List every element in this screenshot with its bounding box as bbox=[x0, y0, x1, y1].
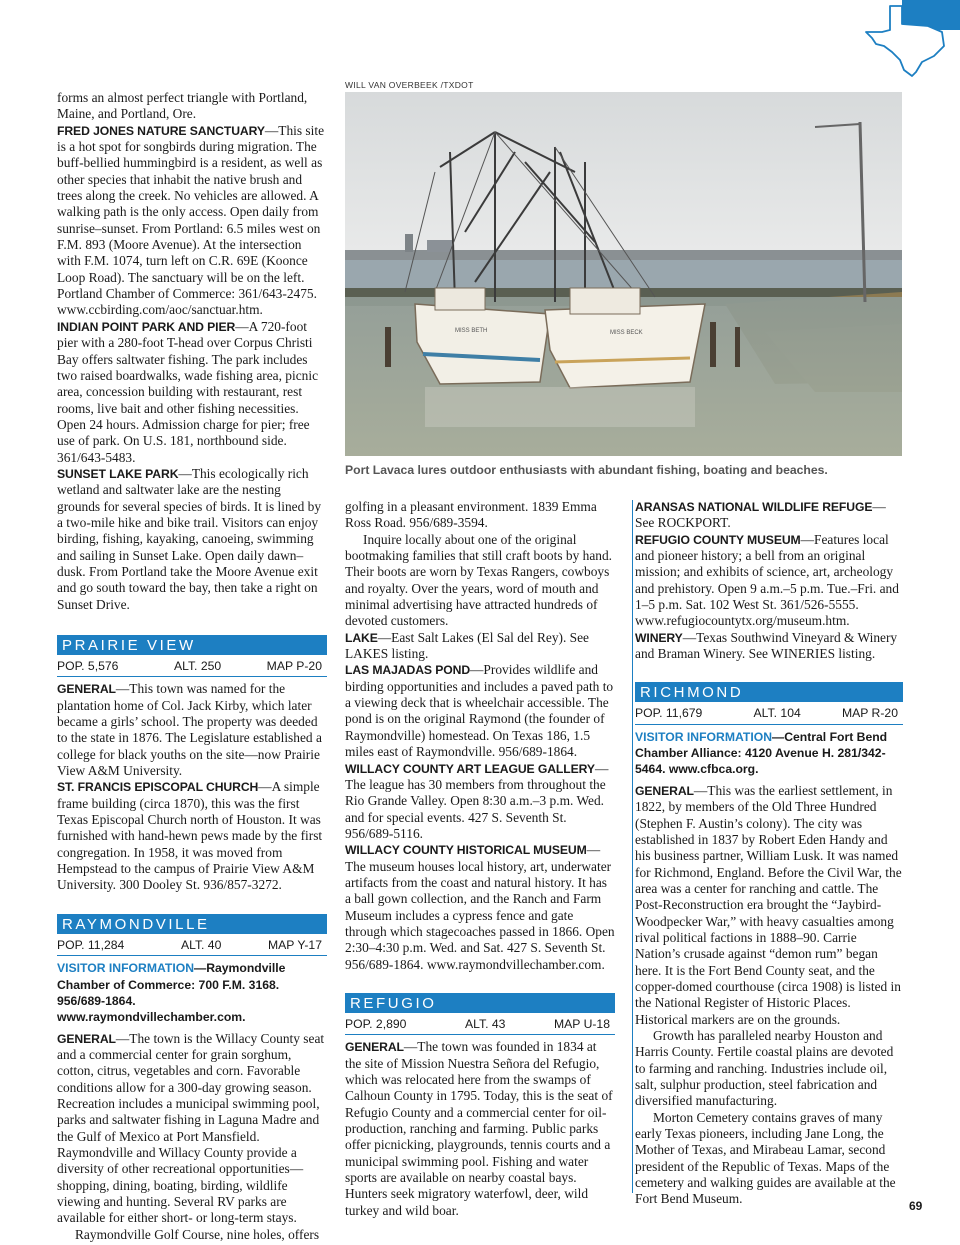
entry-general: GENERAL—The town is the Willacy County seat and a commercial center for grain sorghum, cotton, citrus, vegetables and corn. Favorable conditions allow for a 300-day growing season. Recreation includes a municipal swimming pool, parks and saltwater fishing in Laguna Madre and the Gulf of Mexico at Port Mansfield. Raymondville and Willacy County provide a diversity of other recreational opportunities—shopping, dining, boating, birding, wildlife viewing and hunting. Several RV parks are available for either short- or long-term stays. bbox=[57, 1030, 325, 1226]
section-stats: POP. 5,576 ALT. 250 MAP P-20 bbox=[57, 655, 327, 677]
entry-general: GENERAL—The town was founded in 1834 at the site of Mission Nuestra Señora del Refugio, which was relocated here from the swamps of Calhoun County in 1795. Today, this is the seat of Refugio County and a commercial center for oil-production, ranching and farming. Public parks offer picnicking, playgrounds, tennis courts and a municipal swimming pool. Fishing and water sports are available on nearby coastal bays. Hunters seek migratory waterfowl, deer, wild turkey and wild boar. bbox=[345, 1039, 613, 1218]
golf-continued: golfing in a pleasant environment. 1839 Emma Ross Road. 956/689-3594. bbox=[345, 499, 597, 531]
entry-aransas: ARANSAS NATIONAL WILDLIFE REFUGE—See ROCKPORT. bbox=[635, 499, 886, 531]
growth-paragraph: Growth has paralleled nearby Houston and Harris County. Fertile coastal plains are devoted to farming and ranching. Industries include oil, salt, sulphur production, steel fabrication and diversified manufacturing. bbox=[635, 1027, 894, 1109]
morton-paragraph: Morton Cemetery contains graves of many early Texas pioneers, including Jane Long, the Mother of Texas, and Mirabeau Lamar, second president of the Republic of Texas. Maps of the cemetery and walking guides are available at the Fort Bend Museum. bbox=[635, 1109, 896, 1207]
intro-text: forms an almost perfect triangle with Portland, Maine, and Portland, Ore. bbox=[57, 90, 308, 122]
harbor-photo bbox=[345, 92, 902, 456]
section-raymondville bbox=[57, 914, 327, 1243]
column-divider bbox=[632, 500, 633, 1193]
entry-sunset-lake: SUNSET LAKE PARK—This ecologically rich wetland and saltwater lake are the nesting grounds for several species of birds. It is lined by a two-mile hike and bike trail. Visitors can enjoy birding, fishing, kayaking, canoeing, swimming and sailing in Sunset Lake. Open daily dawn–dusk. From Portland take the Moore Avenue exit and go south toward the bay, then take a right on Sunset Drive. bbox=[57, 465, 322, 612]
section-title: RICHMOND bbox=[635, 682, 903, 702]
entry-refugio-museum: REFUGIO COUNTY MUSEUM—Features local and pioneer history; a bell from an original mission; and exhibits of science, art, archeology and prehistory. Open 9 a.m.–5 p.m. Tue.–Fri. and 1–5 p.m. Sat. 102 West St. 361/526-5555. www.refugiocountytx.org/museum.htm. bbox=[635, 531, 899, 629]
section-title: PRAIRIE VIEW bbox=[57, 635, 327, 655]
texas-map-icon bbox=[862, 0, 960, 80]
entry-art-league: WILLACY COUNTY ART LEAGUE GALLERY—The league has 30 members from throughout the Rio Grande Valley. Open 8:30 a.m.–3 p.m. Wed. and for special events. 427 S. Seventh St. 956/689-5116. bbox=[345, 760, 609, 841]
shrimp-boats-illustration bbox=[345, 92, 902, 456]
entry-winery: WINERY—Texas Southwind Vineyard & Winery and Braman Winery. See WINERIES listing. bbox=[635, 629, 898, 662]
boat-name-2: MISS BECK bbox=[610, 330, 643, 336]
visitor-information: VISITOR INFORMATION—Central Fort Bend Chamber Alliance: 4120 Avenue H. 281/342-5464. www.cfbca.org. bbox=[635, 729, 888, 777]
entry-general: GENERAL—This town was named for the plantation home of Col. Jack Kirby, which later became a girls’ school. The property was deeded to the state in 1876. The Legislature established a college for black youths on the site—now Prairie View A&M University. bbox=[57, 681, 322, 779]
golf-paragraph: Raymondville Golf Course, nine holes, offers bbox=[75, 1226, 320, 1242]
photo-credit: WILL VAN OVERBEEK /TXDOT bbox=[345, 80, 474, 90]
section-prairie-view bbox=[57, 635, 327, 894]
section-stats: POP. 2,890 ALT. 43 MAP U-18 bbox=[345, 1013, 615, 1035]
section-stats: POP. 11,284 ALT. 40 MAP Y-17 bbox=[57, 934, 327, 956]
entry-fred-jones: FRED JONES NATURE SANCTUARY—This site is a hot spot for songbirds during migration. The buff-bellied hummingbird is a resident, as well as other species that inhabit the native brush and trees along the creek. No vehicles are allowed. A walking path is the only access. Open daily from sunrise–sunset. From Portland: 6.5 miles west on F.M. 893 (Moore Avenue). At the intersection with F.M. 1074, turn left on C.R. 69E (Koonce Loop Road). The sanctuary will be on the left. Portland Chamber of Commerce: 361/643-2475. www.ccbirding.com/aoc/sanctuar.htm. bbox=[57, 122, 325, 318]
boat-name-1: MISS BETH bbox=[455, 328, 488, 334]
column-3 bbox=[635, 499, 903, 1208]
section-refugio bbox=[345, 993, 615, 1219]
section-title: RAYMONDVILLE bbox=[57, 914, 327, 934]
page-number: 69 bbox=[909, 1199, 923, 1213]
entry-las-majadas: LAS MAJADAS POND—Provides wildlife and birding opportunities and includes a paved path to a viewing deck that is wheelchair accessible. The pond is on the original Raymond (the founder of Raymondville) homestead. On Texas 186, 1.5 miles east of Raymondville. 956/689-1864. bbox=[345, 662, 614, 760]
column-1 bbox=[57, 90, 327, 1243]
section-title: REFUGIO bbox=[345, 993, 615, 1013]
entry-general: GENERAL—This was the earliest settlement, in 1822, by members of the Old Three Hundred (Stephen F. Austin’s colony). The city was established in 1837 by Robert Eden Handy and his business partner, William Lusk. It was named for Richmond, England. Before the Civil War, the area was a center for ranching and cattle. The Post-Reconstruction era brought the “Jaybird-Woodpecker War,” with heavy casualties among rival political factions in 1888–90. Carrie Nation’s crusade against “demon rum” began here. It is the Fort Bend County seat, and the copper-domed courthouse (circa 1908) is listed in the National Register of Historic Places. Historical markers are on the grounds. bbox=[635, 782, 902, 1027]
photo-caption: Port Lavaca lures outdoor enthusiasts with abundant fishing, boating and beaches. bbox=[345, 463, 828, 477]
entry-st-francis: ST. FRANCIS EPISCOPAL CHURCH—A simple frame building (circa 1870), this was the first Texas Episcopal Church north of Houston. It was furnished with hand-hewn pews made by the first congregation. In 1958, it was moved from Hempstead to the campus of Prairie View A&M University. 300 Dooley St. 936/857-3272. bbox=[57, 779, 323, 893]
column-2 bbox=[345, 499, 615, 1219]
visitor-information: VISITOR INFORMATION—Raymondville Chamber of Commerce: 700 F.M. 3168. 956/689-1864. www.raymondvillechamber.com. bbox=[57, 961, 286, 1025]
section-richmond bbox=[635, 682, 903, 1207]
entry-historical-museum: WILLACY COUNTY HISTORICAL MUSEUM—The museum houses local history, art, underwater artifacts from the coast and natural history. It has a ball gown collection, and the Ranch and Farm Museum includes a cypress fence and gate through which stagecoaches passed in 1866. Open 2:30–4:30 p.m. Wed. and Sat. 427 S. Seventh St. 956/689-1864. www.raymondvillechamber.com. bbox=[345, 842, 615, 972]
entry-lake: LAKE—East Salt Lakes (El Sal del Rey). See LAKES listing. bbox=[345, 629, 590, 662]
boots-paragraph: Inquire locally about one of the original bootmaking families that still craft boots by hand. Their boots are worn by Texas Rangers, cowboys and royalty. Over the years, word of mouth and minimal advertising have attracted hundreds of devoted customers. bbox=[345, 531, 613, 629]
section-stats: POP. 11,679 ALT. 104 MAP R-20 bbox=[635, 702, 903, 724]
entry-indian-point: INDIAN POINT PARK AND PIER—A 720-foot pier with a 280-foot T-head over Corpus Christi Bay offers saltwater fishing. The park includes two raised boardwalks, wade fishing area, picnic area, concession building with restaurant, rest rooms, live bait and other fishing necessities. Open 24 hours. Admission charge for pier; free use of park. On U.S. 181, northbound side. 361/643-5483. bbox=[57, 318, 319, 465]
